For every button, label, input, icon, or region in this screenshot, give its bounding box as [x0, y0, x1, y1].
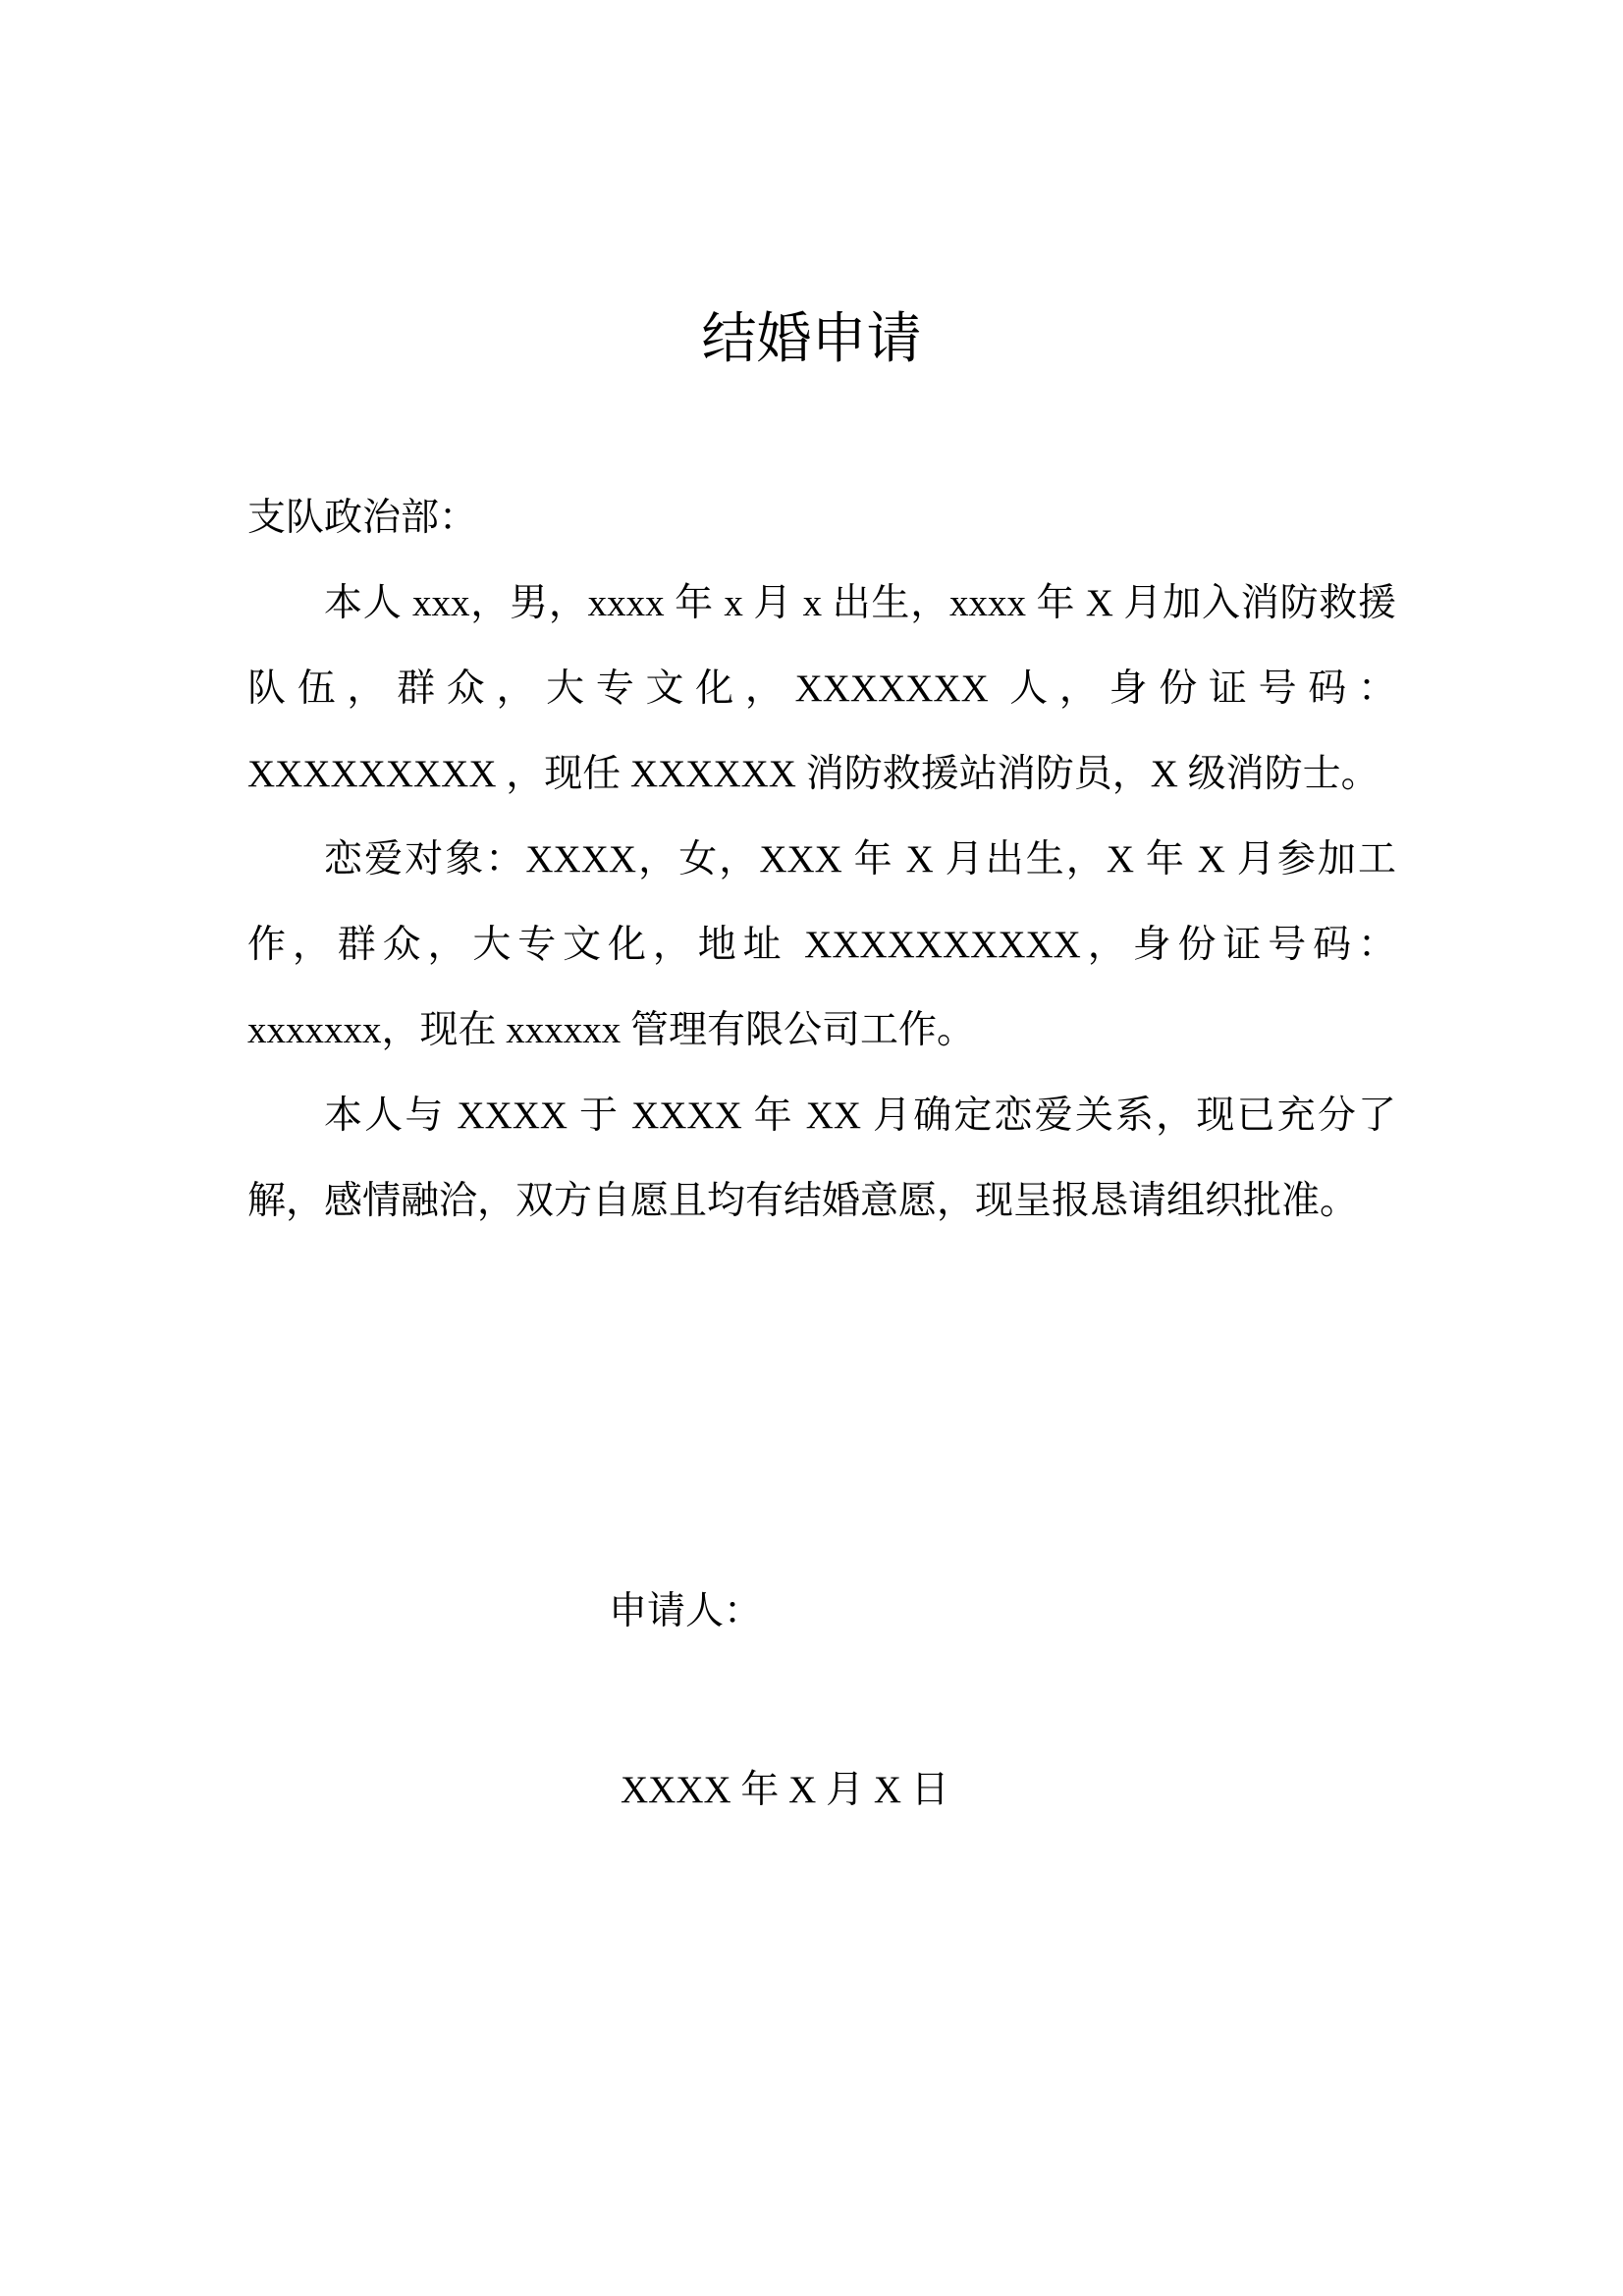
paragraph-applicant-info: 本人 xxx，男，xxxx 年 x 月 x 出生，xxxx 年 X 月加入消防救援队伍，群众，大专文化，XXXXXXX 人，身份证号码：XXXXXXXXX ，现任 XXXXXX 消防救援站消防员，X 级消防士。	[247, 582, 1396, 795]
signature-label: 申请人：	[609, 1590, 763, 1632]
document-body	[247, 475, 1396, 1244]
signature-date: XXXX 年 X 月 X 日	[621, 1769, 949, 1811]
paragraph-partner-info: 恋爱对象：XXXX，女，XXX 年 X 月出生，X 年 X 月参加工作，群众，大专文化，地址 XXXXXXXXXX，身份证号码：xxxxxxx，现在 xxxxxx 管理有限公司工作。	[247, 838, 1396, 1051]
document-title: 结婚申请	[701, 307, 922, 371]
paragraph-request: 本人与 XXXX 于 XXXX 年 XX 月确定恋爱关系，现已充分了解，感情融洽，双方自愿且均有结婚意愿，现呈报恳请组织批准。	[247, 1095, 1396, 1222]
salutation: 支队政治部：	[247, 497, 478, 539]
